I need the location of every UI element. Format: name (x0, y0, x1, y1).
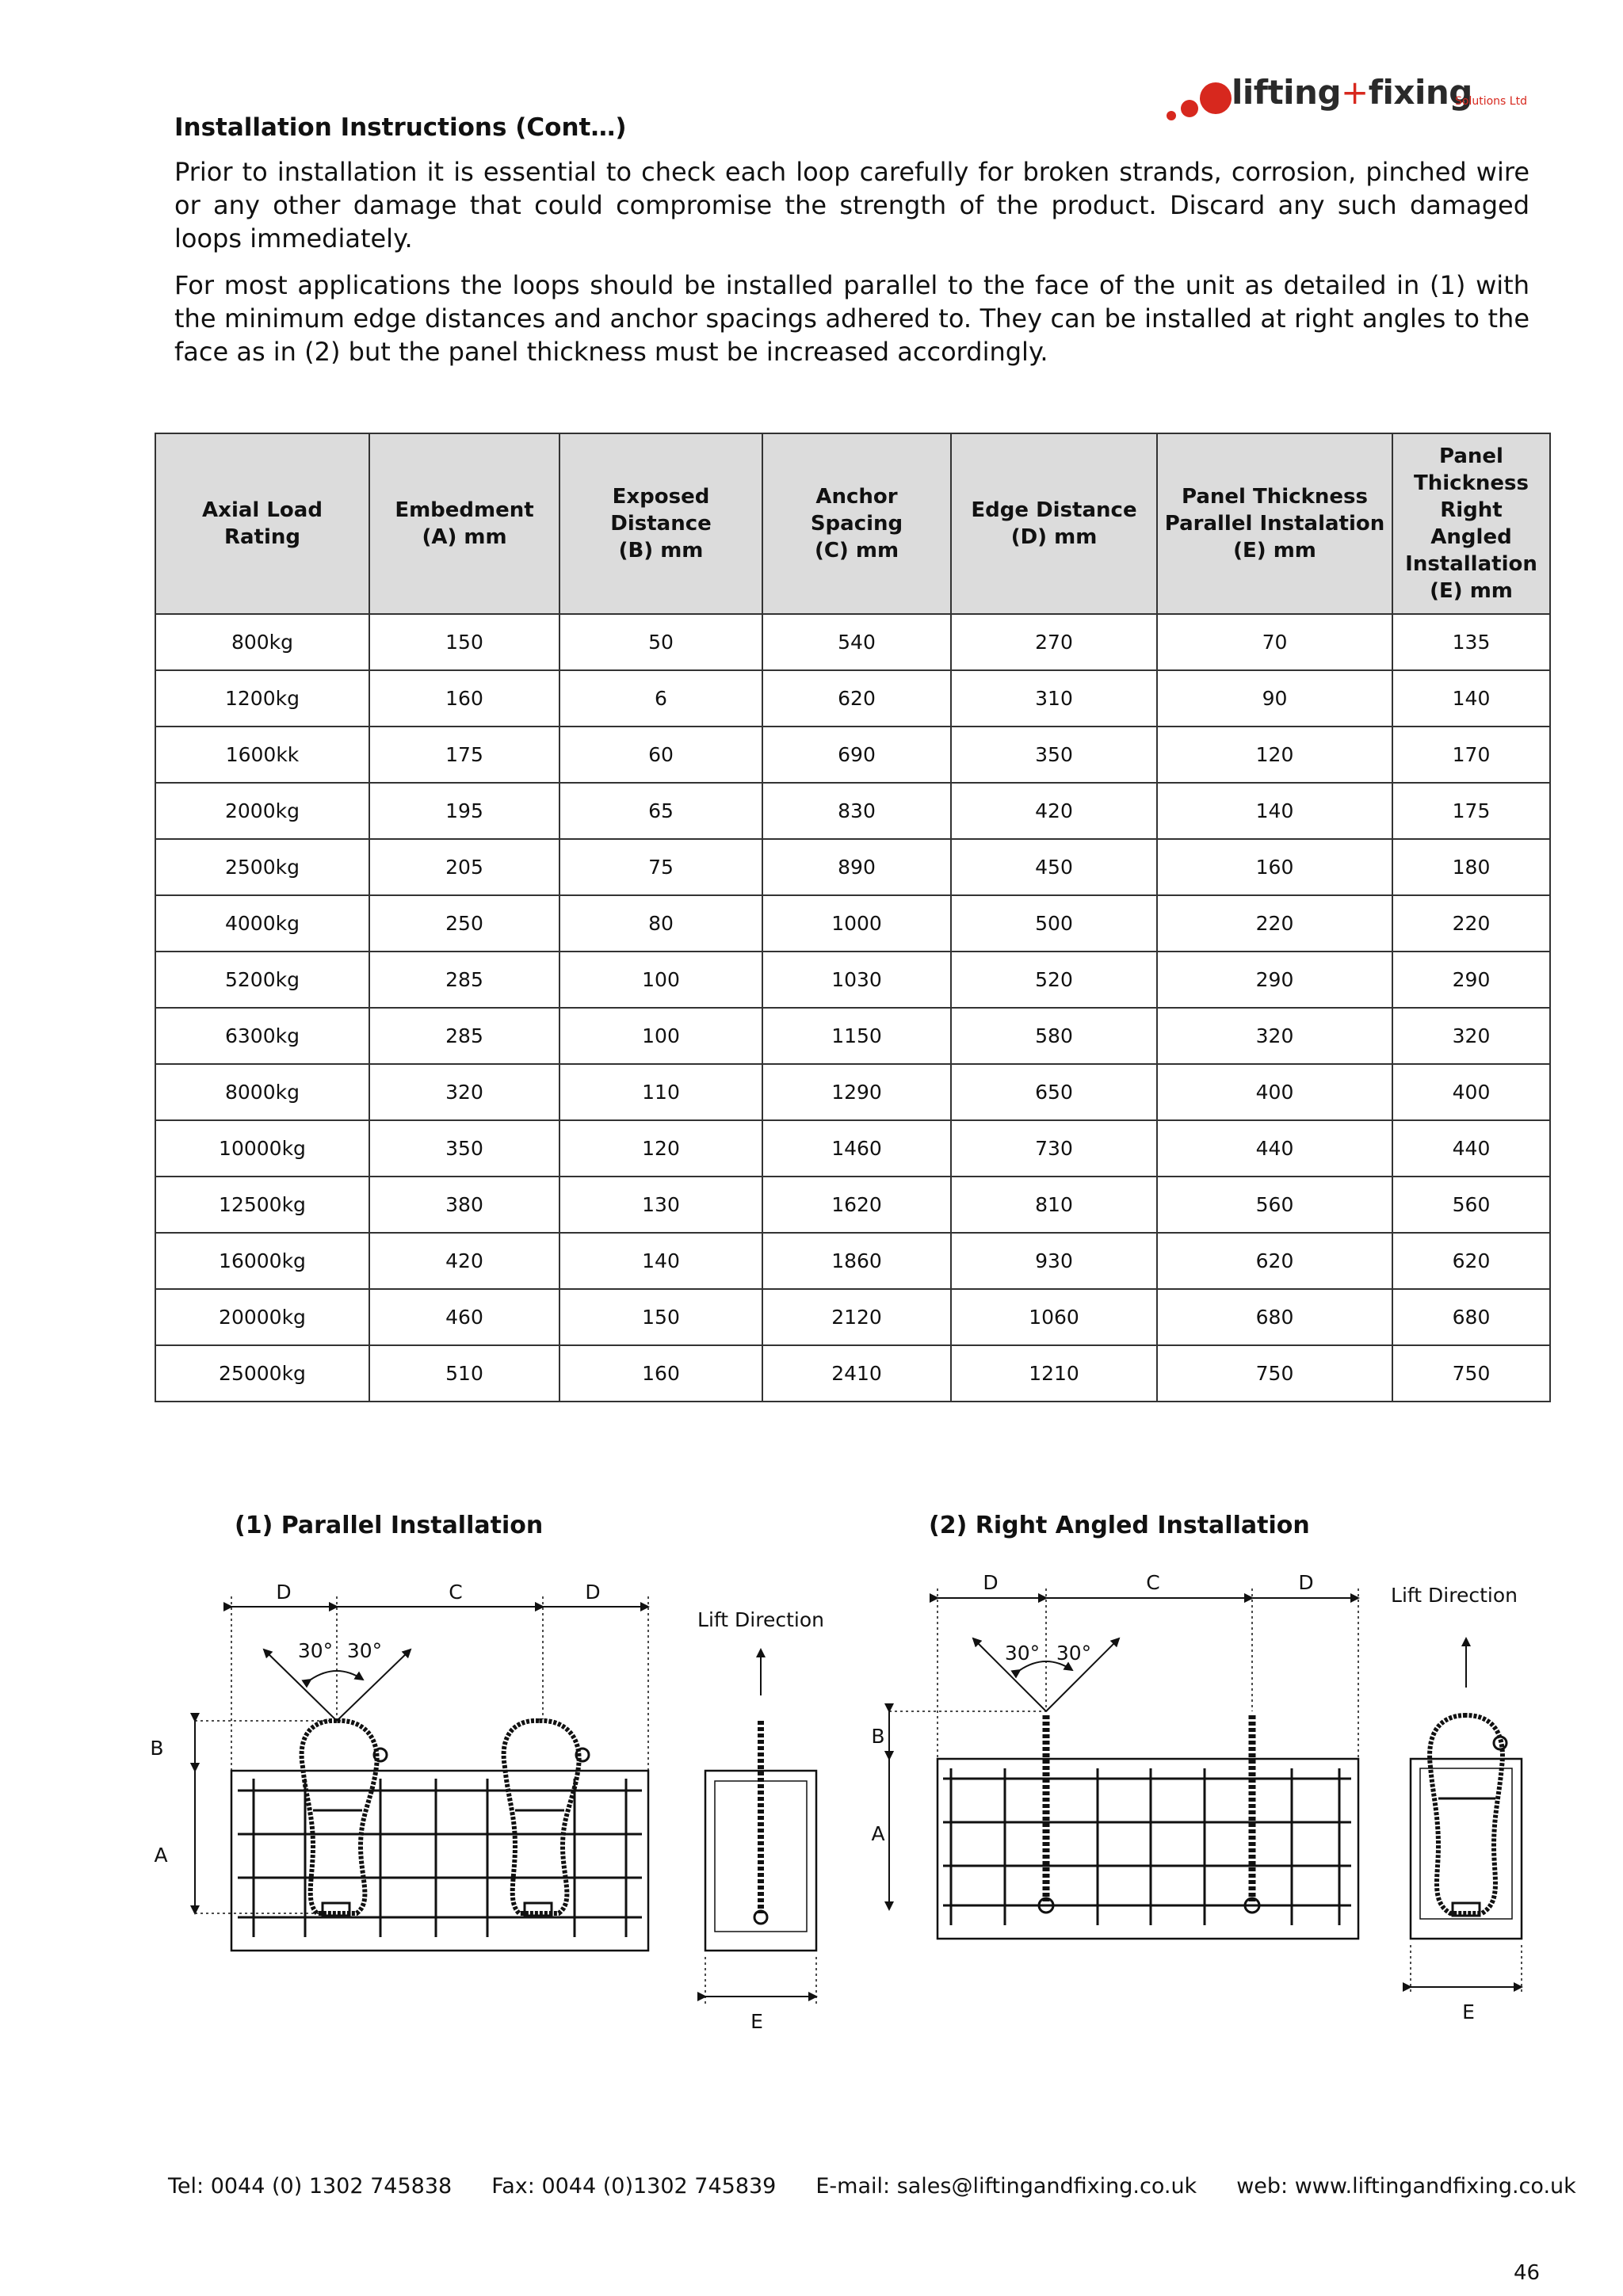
cell-panel-thickness-right-angled: 440 (1392, 1120, 1550, 1177)
cell-edge-distance: 1060 (951, 1289, 1157, 1345)
cell-anchor-spacing: 1000 (762, 895, 951, 952)
table-row (155, 895, 1550, 952)
cell-load-rating: 2500kg (155, 839, 369, 895)
cell-embedment: 160 (369, 670, 559, 727)
header-line: Anchor Spacing (810, 485, 903, 536)
header-edge-distance (951, 433, 1157, 614)
cell-embedment: 285 (369, 952, 559, 1008)
cell-exposed-distance: 65 (559, 783, 762, 839)
dim-label-d-right: D (1298, 1571, 1314, 1594)
cell-load-rating: 5200kg (155, 952, 369, 1008)
cell-load-rating: 4000kg (155, 895, 369, 952)
cell-edge-distance: 270 (951, 614, 1157, 670)
header-exposed-distance (559, 433, 762, 614)
dim-label-c: C (449, 1581, 463, 1604)
table-row (155, 783, 1550, 839)
cell-panel-thickness-parallel: 290 (1157, 952, 1392, 1008)
angle-label-left: 30° (1004, 1642, 1041, 1665)
lift-direction-label: Lift Direction (697, 1608, 824, 1631)
cell-exposed-distance: 140 (559, 1233, 762, 1289)
header-line: (D) mm (1010, 525, 1098, 549)
cell-edge-distance: 450 (951, 839, 1157, 895)
cell-exposed-distance: 80 (559, 895, 762, 952)
header-line: Edge Distance (971, 498, 1137, 522)
header-line: Panel Thickness (1414, 444, 1529, 495)
cell-load-rating: 12500kg (155, 1177, 369, 1233)
dim-label-b: B (871, 1725, 885, 1748)
cell-anchor-spacing: 1150 (762, 1008, 951, 1064)
footer-email[interactable]: E-mail: sales@liftingandfixing.co.uk (815, 2174, 1197, 2199)
angle-label-right: 30° (346, 1639, 383, 1662)
cell-panel-thickness-right-angled: 560 (1392, 1177, 1550, 1233)
cell-exposed-distance: 60 (559, 727, 762, 783)
cell-embedment: 195 (369, 783, 559, 839)
cell-edge-distance: 580 (951, 1008, 1157, 1064)
cell-embedment: 250 (369, 895, 559, 952)
cell-exposed-distance: 75 (559, 839, 762, 895)
dim-label-c: C (1146, 1571, 1160, 1594)
lift-direction-label: Lift Direction (1391, 1584, 1518, 1607)
dim-label-e: E (750, 2010, 763, 2033)
dim-label-d-left: D (276, 1581, 292, 1604)
cell-exposed-distance: 100 (559, 952, 762, 1008)
cell-edge-distance: 730 (951, 1120, 1157, 1177)
table-row (155, 1289, 1550, 1345)
table-row (155, 1177, 1550, 1233)
cell-exposed-distance: 110 (559, 1064, 762, 1120)
cell-panel-thickness-right-angled: 140 (1392, 670, 1550, 727)
cell-panel-thickness-parallel: 680 (1157, 1289, 1392, 1345)
cell-exposed-distance: 130 (559, 1177, 762, 1233)
parallel-installation-title: (1) Parallel Installation (235, 1512, 544, 1539)
cell-edge-distance: 650 (951, 1064, 1157, 1120)
cell-panel-thickness-right-angled: 750 (1392, 1345, 1550, 1402)
cell-panel-thickness-parallel: 560 (1157, 1177, 1392, 1233)
header-line: Panel Thickness (1182, 485, 1368, 509)
right-angled-installation-title: (2) Right Angled Installation (929, 1512, 1310, 1539)
header-panel-right-angled (1392, 433, 1550, 614)
cell-exposed-distance: 120 (559, 1120, 762, 1177)
cell-edge-distance: 810 (951, 1177, 1157, 1233)
cell-edge-distance: 520 (951, 952, 1157, 1008)
cell-edge-distance: 310 (951, 670, 1157, 727)
table-row (155, 1233, 1550, 1289)
page-number: 46 (1514, 2261, 1541, 2285)
cell-embedment: 320 (369, 1064, 559, 1120)
cell-anchor-spacing: 1030 (762, 952, 951, 1008)
cell-edge-distance: 420 (951, 783, 1157, 839)
cell-anchor-spacing: 1290 (762, 1064, 951, 1120)
cell-anchor-spacing: 540 (762, 614, 951, 670)
cell-edge-distance: 930 (951, 1233, 1157, 1289)
cell-panel-thickness-right-angled: 400 (1392, 1064, 1550, 1120)
company-logo (1162, 63, 1558, 135)
cell-panel-thickness-right-angled: 175 (1392, 783, 1550, 839)
cell-load-rating: 10000kg (155, 1120, 369, 1177)
cell-load-rating: 800kg (155, 614, 369, 670)
cell-anchor-spacing: 620 (762, 670, 951, 727)
cell-edge-distance: 500 (951, 895, 1157, 952)
cell-panel-thickness-right-angled: 620 (1392, 1233, 1550, 1289)
cell-embedment: 460 (369, 1289, 559, 1345)
cell-edge-distance: 1210 (951, 1345, 1157, 1402)
cell-load-rating: 6300kg (155, 1008, 369, 1064)
header-load-rating (155, 433, 369, 614)
cell-panel-thickness-parallel: 440 (1157, 1120, 1392, 1177)
contact-footer (168, 2174, 1576, 2199)
cell-edge-distance: 350 (951, 727, 1157, 783)
cell-panel-thickness-parallel: 70 (1157, 614, 1392, 670)
section-heading: Installation Instructions (Cont…) (174, 113, 627, 142)
dim-label-d-left: D (983, 1571, 999, 1594)
cell-anchor-spacing: 2120 (762, 1289, 951, 1345)
table-row (155, 952, 1550, 1008)
table-row (155, 1008, 1550, 1064)
cell-panel-thickness-parallel: 90 (1157, 670, 1392, 727)
footer-tel: Tel: 0044 (0) 1302 745838 (168, 2174, 453, 2199)
header-line: Right Angled (1430, 498, 1512, 549)
table-row (155, 1064, 1550, 1120)
cell-exposed-distance: 100 (559, 1008, 762, 1064)
angle-label-right: 30° (1056, 1642, 1092, 1665)
header-line: Parallel Instalation (1164, 512, 1385, 536)
cell-embedment: 380 (369, 1177, 559, 1233)
cell-exposed-distance: 50 (559, 614, 762, 670)
table-row (155, 1345, 1550, 1402)
right-angled-installation-diagram (856, 1561, 1569, 2036)
table-row (155, 1120, 1550, 1177)
cell-exposed-distance: 150 (559, 1289, 762, 1345)
cell-load-rating: 25000kg (155, 1345, 369, 1402)
header-line: (C) mm (814, 539, 899, 563)
cell-panel-thickness-right-angled: 170 (1392, 727, 1550, 783)
header-anchor-spacing (762, 433, 951, 614)
cell-panel-thickness-parallel: 620 (1157, 1233, 1392, 1289)
table-row (155, 727, 1550, 783)
cell-anchor-spacing: 890 (762, 839, 951, 895)
cell-panel-thickness-parallel: 120 (1157, 727, 1392, 783)
dim-label-e: E (1462, 2000, 1475, 2023)
header-line: Axial Load Rating (202, 498, 323, 549)
table-header-row (155, 433, 1550, 614)
cell-panel-thickness-right-angled: 220 (1392, 895, 1550, 952)
cell-embedment: 150 (369, 614, 559, 670)
dim-label-d-right: D (585, 1581, 601, 1604)
cell-panel-thickness-right-angled: 320 (1392, 1008, 1550, 1064)
cell-exposed-distance: 6 (559, 670, 762, 727)
cell-exposed-distance: 160 (559, 1345, 762, 1402)
cell-panel-thickness-parallel: 140 (1157, 783, 1392, 839)
cell-anchor-spacing: 2410 (762, 1345, 951, 1402)
footer-web[interactable]: web: www.liftingandfixing.co.uk (1236, 2174, 1576, 2199)
cell-panel-thickness-parallel: 160 (1157, 839, 1392, 895)
cell-load-rating: 16000kg (155, 1233, 369, 1289)
parallel-installation-diagram (143, 1569, 840, 2036)
cell-panel-thickness-parallel: 400 (1157, 1064, 1392, 1120)
header-embedment (369, 433, 559, 614)
cell-panel-thickness-parallel: 320 (1157, 1008, 1392, 1064)
cell-panel-thickness-right-angled: 290 (1392, 952, 1550, 1008)
dim-label-b: B (150, 1737, 164, 1760)
cell-embedment: 175 (369, 727, 559, 783)
header-line: (A) mm (422, 525, 507, 549)
cell-panel-thickness-parallel: 220 (1157, 895, 1392, 952)
dim-label-a: A (871, 1822, 885, 1845)
cell-anchor-spacing: 690 (762, 727, 951, 783)
load-spec-table (155, 433, 1551, 1402)
header-line: (B) mm (618, 539, 704, 563)
cell-load-rating: 2000kg (155, 783, 369, 839)
cell-anchor-spacing: 1460 (762, 1120, 951, 1177)
header-line: Exposed Distance (610, 485, 712, 536)
intro-paragraph: Prior to installation it is essential to check each loop carefully for broken strands, corrosion, pinched wire or any other damage that could compromise the strength of the product. Discard any such damaged loops immediately. (174, 157, 1529, 254)
table-row (155, 670, 1550, 727)
cell-panel-thickness-right-angled: 180 (1392, 839, 1550, 895)
cell-embedment: 285 (369, 1008, 559, 1064)
angle-label-left: 30° (297, 1639, 334, 1662)
cell-panel-thickness-right-angled: 680 (1392, 1289, 1550, 1345)
header-line: Embedment (395, 498, 534, 522)
cell-embedment: 420 (369, 1233, 559, 1289)
installation-paragraph: For most applications the loops should be installed parallel to the face of the unit as detailed in (1) with the minimum edge distances and anchor spacings adhered to. They can be installed at right angles to the face as in (2) but the panel thickness must be increased accordingly. (174, 270, 1529, 367)
cell-anchor-spacing: 830 (762, 783, 951, 839)
cell-embedment: 510 (369, 1345, 559, 1402)
cell-embedment: 205 (369, 839, 559, 895)
header-panel-parallel (1157, 433, 1392, 614)
cell-load-rating: 8000kg (155, 1064, 369, 1120)
footer-fax: Fax: 0044 (0)1302 745839 (491, 2174, 777, 2199)
cell-anchor-spacing: 1620 (762, 1177, 951, 1233)
cell-load-rating: 20000kg (155, 1289, 369, 1345)
dim-label-a: A (154, 1844, 168, 1867)
cell-embedment: 350 (369, 1120, 559, 1177)
logo-wordmark: lifting+fixing (1232, 73, 1472, 112)
header-line: Installation (E) mm (1405, 552, 1537, 603)
logo-subtitle: Solutions Ltd (1455, 95, 1527, 108)
cell-panel-thickness-parallel: 750 (1157, 1345, 1392, 1402)
cell-panel-thickness-right-angled: 135 (1392, 614, 1550, 670)
header-line: (E) mm (1233, 539, 1316, 563)
table-row (155, 839, 1550, 895)
cell-load-rating: 1600kk (155, 727, 369, 783)
cell-load-rating: 1200kg (155, 670, 369, 727)
cell-anchor-spacing: 1860 (762, 1233, 951, 1289)
table-row (155, 614, 1550, 670)
